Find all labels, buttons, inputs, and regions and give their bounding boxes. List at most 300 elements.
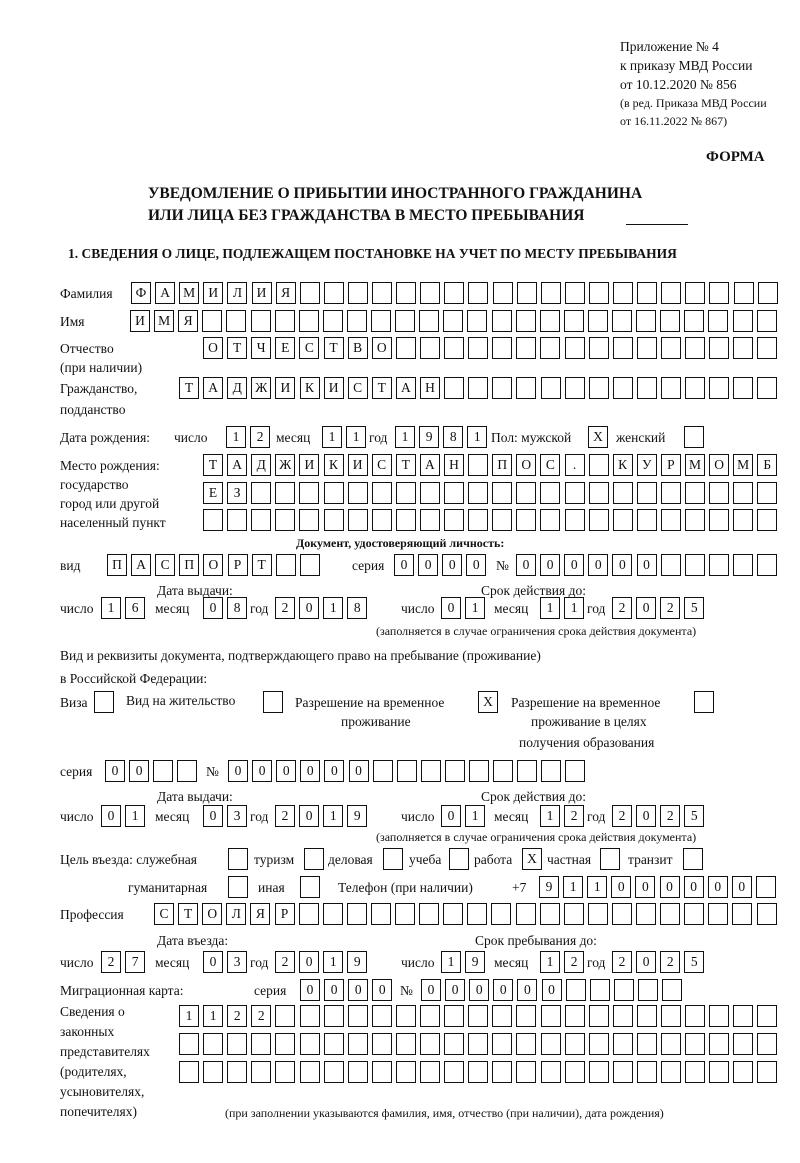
- char-box[interactable]: [444, 1033, 464, 1055]
- char-box[interactable]: [613, 509, 633, 531]
- char-box[interactable]: [468, 509, 488, 531]
- char-box[interactable]: 1: [564, 597, 584, 619]
- char-box[interactable]: [613, 282, 633, 304]
- char-box[interactable]: 1: [101, 597, 121, 619]
- char-box[interactable]: А: [203, 377, 223, 399]
- char-box[interactable]: [420, 1061, 440, 1083]
- char-box[interactable]: [323, 903, 343, 925]
- char-box[interactable]: [589, 337, 609, 359]
- char-box[interactable]: 0: [324, 979, 344, 1001]
- char-box[interactable]: 9: [347, 951, 367, 973]
- char-box[interactable]: У: [637, 454, 657, 476]
- char-box[interactable]: 2: [612, 951, 632, 973]
- char-box[interactable]: 1: [441, 951, 461, 973]
- char-box[interactable]: Л: [227, 282, 247, 304]
- char-box[interactable]: 0: [252, 760, 272, 782]
- char-box[interactable]: 2: [612, 805, 632, 827]
- char-box[interactable]: [685, 1033, 705, 1055]
- char-box[interactable]: [396, 482, 416, 504]
- char-box[interactable]: [492, 310, 512, 332]
- char-box[interactable]: 1: [226, 426, 246, 448]
- char-box[interactable]: О: [372, 337, 392, 359]
- char-box[interactable]: [516, 310, 536, 332]
- char-box[interactable]: [733, 1005, 753, 1027]
- char-box[interactable]: [444, 377, 464, 399]
- char-box[interactable]: [588, 310, 608, 332]
- char-box[interactable]: Р: [275, 903, 295, 925]
- char-box[interactable]: [685, 1061, 705, 1083]
- char-box[interactable]: [202, 310, 222, 332]
- char-box[interactable]: 0: [442, 554, 462, 576]
- char-box[interactable]: [685, 282, 705, 304]
- char-box[interactable]: 2: [564, 951, 584, 973]
- char-box[interactable]: [444, 1061, 464, 1083]
- char-box[interactable]: [179, 1061, 199, 1083]
- char-box[interactable]: [540, 310, 560, 332]
- char-box[interactable]: [589, 509, 609, 531]
- char-box[interactable]: [709, 1005, 729, 1027]
- char-box[interactable]: Т: [324, 337, 344, 359]
- char-box[interactable]: 2: [660, 951, 680, 973]
- char-box[interactable]: [443, 903, 463, 925]
- char-box[interactable]: 7: [125, 951, 145, 973]
- char-box[interactable]: [541, 1061, 561, 1083]
- char-box[interactable]: [275, 1061, 295, 1083]
- char-box[interactable]: 1: [322, 426, 342, 448]
- char-box[interactable]: Т: [203, 454, 223, 476]
- char-box[interactable]: [323, 310, 343, 332]
- char-box[interactable]: [395, 903, 415, 925]
- char-box[interactable]: 0: [612, 554, 632, 576]
- char-box[interactable]: 0: [636, 805, 656, 827]
- checkbox[interactable]: [263, 691, 283, 713]
- char-box[interactable]: [419, 310, 439, 332]
- char-box[interactable]: А: [420, 454, 440, 476]
- char-box[interactable]: Е: [275, 337, 295, 359]
- char-box[interactable]: Ж: [275, 454, 295, 476]
- char-box[interactable]: [300, 282, 320, 304]
- char-box[interactable]: О: [709, 454, 729, 476]
- char-box[interactable]: [348, 1061, 368, 1083]
- char-box[interactable]: [468, 1033, 488, 1055]
- char-box[interactable]: 0: [517, 979, 537, 1001]
- char-box[interactable]: И: [348, 454, 368, 476]
- char-box[interactable]: [251, 1061, 271, 1083]
- char-box[interactable]: 0: [732, 876, 752, 898]
- char-box[interactable]: [420, 1005, 440, 1027]
- char-box[interactable]: [251, 310, 271, 332]
- char-box[interactable]: [372, 482, 392, 504]
- char-box[interactable]: 0: [708, 876, 728, 898]
- char-box[interactable]: [733, 509, 753, 531]
- char-box[interactable]: [275, 310, 295, 332]
- char-box[interactable]: [227, 509, 247, 531]
- char-box[interactable]: 0: [540, 554, 560, 576]
- char-box[interactable]: К: [613, 454, 633, 476]
- char-box[interactable]: 9: [419, 426, 439, 448]
- char-box[interactable]: 2: [275, 951, 295, 973]
- char-box[interactable]: [445, 760, 465, 782]
- char-box[interactable]: [709, 337, 729, 359]
- char-box[interactable]: [396, 509, 416, 531]
- char-box[interactable]: [420, 509, 440, 531]
- char-box[interactable]: [372, 282, 392, 304]
- char-box[interactable]: [468, 1005, 488, 1027]
- char-box[interactable]: С: [299, 337, 319, 359]
- char-box[interactable]: [661, 554, 681, 576]
- char-box[interactable]: 0: [441, 805, 461, 827]
- char-box[interactable]: 1: [587, 876, 607, 898]
- char-box[interactable]: 8: [227, 597, 247, 619]
- char-box[interactable]: [637, 1061, 657, 1083]
- char-box[interactable]: 1: [465, 597, 485, 619]
- char-box[interactable]: [517, 282, 537, 304]
- char-box[interactable]: [420, 282, 440, 304]
- checkbox[interactable]: [304, 848, 324, 870]
- char-box[interactable]: [565, 482, 585, 504]
- char-box[interactable]: А: [131, 554, 151, 576]
- char-box[interactable]: [588, 903, 608, 925]
- char-box[interactable]: [661, 1061, 681, 1083]
- char-box[interactable]: [516, 509, 536, 531]
- char-box[interactable]: 0: [299, 951, 319, 973]
- char-box[interactable]: 5: [684, 951, 704, 973]
- char-box[interactable]: [661, 1005, 681, 1027]
- char-box[interactable]: [757, 509, 777, 531]
- char-box[interactable]: [637, 482, 657, 504]
- char-box[interactable]: [733, 482, 753, 504]
- char-box[interactable]: [396, 1033, 416, 1055]
- char-box[interactable]: Я: [250, 903, 270, 925]
- char-box[interactable]: [468, 482, 488, 504]
- char-box[interactable]: П: [179, 554, 199, 576]
- char-box[interactable]: [638, 979, 658, 1001]
- char-box[interactable]: [493, 282, 513, 304]
- char-box[interactable]: И: [130, 310, 150, 332]
- char-box[interactable]: [275, 1005, 295, 1027]
- char-box[interactable]: [757, 1061, 777, 1083]
- char-box[interactable]: [420, 1033, 440, 1055]
- checkbox[interactable]: [694, 691, 714, 713]
- char-box[interactable]: 0: [421, 979, 441, 1001]
- char-box[interactable]: [251, 1033, 271, 1055]
- checkbox[interactable]: [228, 848, 248, 870]
- char-box[interactable]: 1: [323, 805, 343, 827]
- checkbox[interactable]: [449, 848, 469, 870]
- char-box[interactable]: 5: [684, 805, 704, 827]
- char-box[interactable]: [709, 282, 729, 304]
- char-box[interactable]: Д: [227, 377, 247, 399]
- char-box[interactable]: [565, 282, 585, 304]
- char-box[interactable]: И: [299, 454, 319, 476]
- char-box[interactable]: [348, 1033, 368, 1055]
- char-box[interactable]: [179, 1033, 199, 1055]
- char-box[interactable]: 0: [636, 951, 656, 973]
- char-box[interactable]: 0: [588, 554, 608, 576]
- char-box[interactable]: [614, 979, 634, 1001]
- char-box[interactable]: Я: [276, 282, 296, 304]
- char-box[interactable]: [275, 1033, 295, 1055]
- char-box[interactable]: [396, 1061, 416, 1083]
- char-box[interactable]: [324, 1005, 344, 1027]
- char-box[interactable]: 0: [299, 597, 319, 619]
- char-box[interactable]: [348, 509, 368, 531]
- char-box[interactable]: 2: [101, 951, 121, 973]
- char-box[interactable]: [516, 1005, 536, 1027]
- char-box[interactable]: [757, 1033, 777, 1055]
- char-box[interactable]: А: [227, 454, 247, 476]
- char-box[interactable]: [541, 377, 561, 399]
- char-box[interactable]: [324, 509, 344, 531]
- char-box[interactable]: З: [227, 482, 247, 504]
- char-box[interactable]: [396, 282, 416, 304]
- char-box[interactable]: [733, 377, 753, 399]
- char-box[interactable]: 0: [276, 760, 296, 782]
- char-box[interactable]: [564, 310, 584, 332]
- char-box[interactable]: [419, 903, 439, 925]
- char-box[interactable]: Ч: [251, 337, 271, 359]
- char-box[interactable]: [540, 482, 560, 504]
- char-box[interactable]: 0: [542, 979, 562, 1001]
- char-box[interactable]: [300, 554, 320, 576]
- char-box[interactable]: 1: [323, 597, 343, 619]
- char-box[interactable]: 0: [611, 876, 631, 898]
- char-box[interactable]: [516, 1033, 536, 1055]
- char-box[interactable]: О: [203, 337, 223, 359]
- char-box[interactable]: [661, 337, 681, 359]
- char-box[interactable]: [662, 979, 682, 1001]
- char-box[interactable]: [444, 1005, 464, 1027]
- char-box[interactable]: М: [179, 282, 199, 304]
- char-box[interactable]: [275, 482, 295, 504]
- char-box[interactable]: Л: [226, 903, 246, 925]
- char-box[interactable]: [203, 1033, 223, 1055]
- char-box[interactable]: Ж: [251, 377, 271, 399]
- char-box[interactable]: И: [324, 377, 344, 399]
- char-box[interactable]: [685, 509, 705, 531]
- char-box[interactable]: 0: [203, 597, 223, 619]
- char-box[interactable]: [444, 282, 464, 304]
- char-box[interactable]: [300, 1061, 320, 1083]
- char-box[interactable]: 0: [441, 597, 461, 619]
- char-box[interactable]: [733, 310, 753, 332]
- char-box[interactable]: 6: [125, 597, 145, 619]
- char-box[interactable]: К: [300, 377, 320, 399]
- char-box[interactable]: [348, 282, 368, 304]
- char-box[interactable]: [227, 1033, 247, 1055]
- char-box[interactable]: 2: [660, 805, 680, 827]
- char-box[interactable]: [709, 509, 729, 531]
- char-box[interactable]: [589, 282, 609, 304]
- char-box[interactable]: [734, 282, 754, 304]
- char-box[interactable]: 2: [660, 597, 680, 619]
- char-box[interactable]: С: [372, 454, 392, 476]
- char-box[interactable]: [709, 482, 729, 504]
- char-box[interactable]: [324, 482, 344, 504]
- char-box[interactable]: [637, 1005, 657, 1027]
- char-box[interactable]: 1: [465, 805, 485, 827]
- char-box[interactable]: И: [252, 282, 272, 304]
- char-box[interactable]: [733, 1033, 753, 1055]
- char-box[interactable]: [613, 377, 633, 399]
- char-box[interactable]: [613, 1033, 633, 1055]
- char-box[interactable]: 0: [105, 760, 125, 782]
- char-box[interactable]: Т: [396, 454, 416, 476]
- char-box[interactable]: [565, 760, 585, 782]
- char-box[interactable]: [757, 482, 777, 504]
- char-box[interactable]: [348, 482, 368, 504]
- checkbox[interactable]: [684, 426, 704, 448]
- char-box[interactable]: [637, 1033, 657, 1055]
- char-box[interactable]: [397, 760, 417, 782]
- char-box[interactable]: 2: [275, 805, 295, 827]
- char-box[interactable]: .: [565, 454, 585, 476]
- char-box[interactable]: [565, 337, 585, 359]
- char-box[interactable]: 1: [323, 951, 343, 973]
- char-box[interactable]: [493, 760, 513, 782]
- char-box[interactable]: [396, 337, 416, 359]
- char-box[interactable]: О: [202, 903, 222, 925]
- char-box[interactable]: М: [685, 454, 705, 476]
- char-box[interactable]: 0: [564, 554, 584, 576]
- char-box[interactable]: 0: [300, 979, 320, 1001]
- char-box[interactable]: [469, 760, 489, 782]
- char-box[interactable]: 0: [129, 760, 149, 782]
- char-box[interactable]: [516, 1061, 536, 1083]
- char-box[interactable]: [491, 903, 511, 925]
- char-box[interactable]: [708, 903, 728, 925]
- char-box[interactable]: [589, 482, 609, 504]
- char-box[interactable]: [299, 482, 319, 504]
- char-box[interactable]: [492, 337, 512, 359]
- char-box[interactable]: Р: [228, 554, 248, 576]
- char-box[interactable]: М: [733, 454, 753, 476]
- char-box[interactable]: [757, 1005, 777, 1027]
- char-box[interactable]: [636, 903, 656, 925]
- char-box[interactable]: [684, 903, 704, 925]
- char-box[interactable]: 0: [516, 554, 536, 576]
- char-box[interactable]: [492, 1061, 512, 1083]
- char-box[interactable]: [468, 454, 488, 476]
- char-box[interactable]: [637, 509, 657, 531]
- char-box[interactable]: П: [107, 554, 127, 576]
- char-box[interactable]: 9: [539, 876, 559, 898]
- char-box[interactable]: С: [540, 454, 560, 476]
- char-box[interactable]: 0: [635, 876, 655, 898]
- char-box[interactable]: [468, 1061, 488, 1083]
- char-box[interactable]: М: [154, 310, 174, 332]
- char-box[interactable]: [492, 377, 512, 399]
- char-box[interactable]: 2: [250, 426, 270, 448]
- char-box[interactable]: 5: [684, 597, 704, 619]
- char-box[interactable]: [661, 1033, 681, 1055]
- char-box[interactable]: [492, 509, 512, 531]
- char-box[interactable]: [685, 1005, 705, 1027]
- char-box[interactable]: [516, 482, 536, 504]
- char-box[interactable]: [177, 760, 197, 782]
- char-box[interactable]: [372, 1033, 392, 1055]
- char-box[interactable]: [541, 1005, 561, 1027]
- char-box[interactable]: [444, 482, 464, 504]
- char-box[interactable]: [372, 509, 392, 531]
- char-box[interactable]: [612, 310, 632, 332]
- char-box[interactable]: [468, 282, 488, 304]
- char-box[interactable]: [153, 760, 173, 782]
- char-box[interactable]: [540, 337, 560, 359]
- char-box[interactable]: [300, 1033, 320, 1055]
- char-box[interactable]: [396, 1005, 416, 1027]
- char-box[interactable]: [757, 337, 777, 359]
- char-box[interactable]: [637, 337, 657, 359]
- char-box[interactable]: [300, 1005, 320, 1027]
- char-box[interactable]: [324, 1061, 344, 1083]
- char-box[interactable]: [684, 310, 704, 332]
- char-box[interactable]: 0: [372, 979, 392, 1001]
- char-box[interactable]: [203, 1061, 223, 1083]
- char-box[interactable]: [275, 509, 295, 531]
- char-box[interactable]: [661, 282, 681, 304]
- char-box[interactable]: [420, 482, 440, 504]
- char-box[interactable]: [541, 282, 561, 304]
- char-box[interactable]: [492, 482, 512, 504]
- char-box[interactable]: [348, 1005, 368, 1027]
- char-box[interactable]: [372, 1005, 392, 1027]
- char-box[interactable]: [347, 903, 367, 925]
- char-box[interactable]: [685, 377, 705, 399]
- char-box[interactable]: [613, 337, 633, 359]
- checkbox[interactable]: X: [588, 426, 608, 448]
- char-box[interactable]: А: [396, 377, 416, 399]
- char-box[interactable]: [708, 310, 728, 332]
- char-box[interactable]: [661, 509, 681, 531]
- char-box[interactable]: 0: [445, 979, 465, 1001]
- checkbox[interactable]: X: [478, 691, 498, 713]
- char-box[interactable]: 0: [300, 760, 320, 782]
- char-box[interactable]: Т: [178, 903, 198, 925]
- char-box[interactable]: 2: [612, 597, 632, 619]
- char-box[interactable]: [685, 337, 705, 359]
- char-box[interactable]: [468, 337, 488, 359]
- char-box[interactable]: [324, 1033, 344, 1055]
- char-box[interactable]: [732, 903, 752, 925]
- char-box[interactable]: [758, 282, 778, 304]
- char-box[interactable]: С: [155, 554, 175, 576]
- char-box[interactable]: [443, 310, 463, 332]
- char-box[interactable]: Т: [372, 377, 392, 399]
- char-box[interactable]: Е: [203, 482, 223, 504]
- char-box[interactable]: Н: [444, 454, 464, 476]
- char-box[interactable]: [637, 282, 657, 304]
- char-box[interactable]: [492, 1033, 512, 1055]
- char-box[interactable]: П: [492, 454, 512, 476]
- checkbox[interactable]: [94, 691, 114, 713]
- char-box[interactable]: [276, 554, 296, 576]
- char-box[interactable]: Ф: [131, 282, 151, 304]
- char-box[interactable]: [709, 554, 729, 576]
- char-box[interactable]: [636, 310, 656, 332]
- char-box[interactable]: [516, 903, 536, 925]
- char-box[interactable]: [299, 903, 319, 925]
- char-box[interactable]: [709, 377, 729, 399]
- char-box[interactable]: 1: [203, 1005, 223, 1027]
- char-box[interactable]: [467, 903, 487, 925]
- char-box[interactable]: 0: [418, 554, 438, 576]
- char-box[interactable]: [226, 310, 246, 332]
- char-box[interactable]: [685, 482, 705, 504]
- char-box[interactable]: 0: [348, 979, 368, 1001]
- char-box[interactable]: [468, 377, 488, 399]
- char-box[interactable]: Т: [179, 377, 199, 399]
